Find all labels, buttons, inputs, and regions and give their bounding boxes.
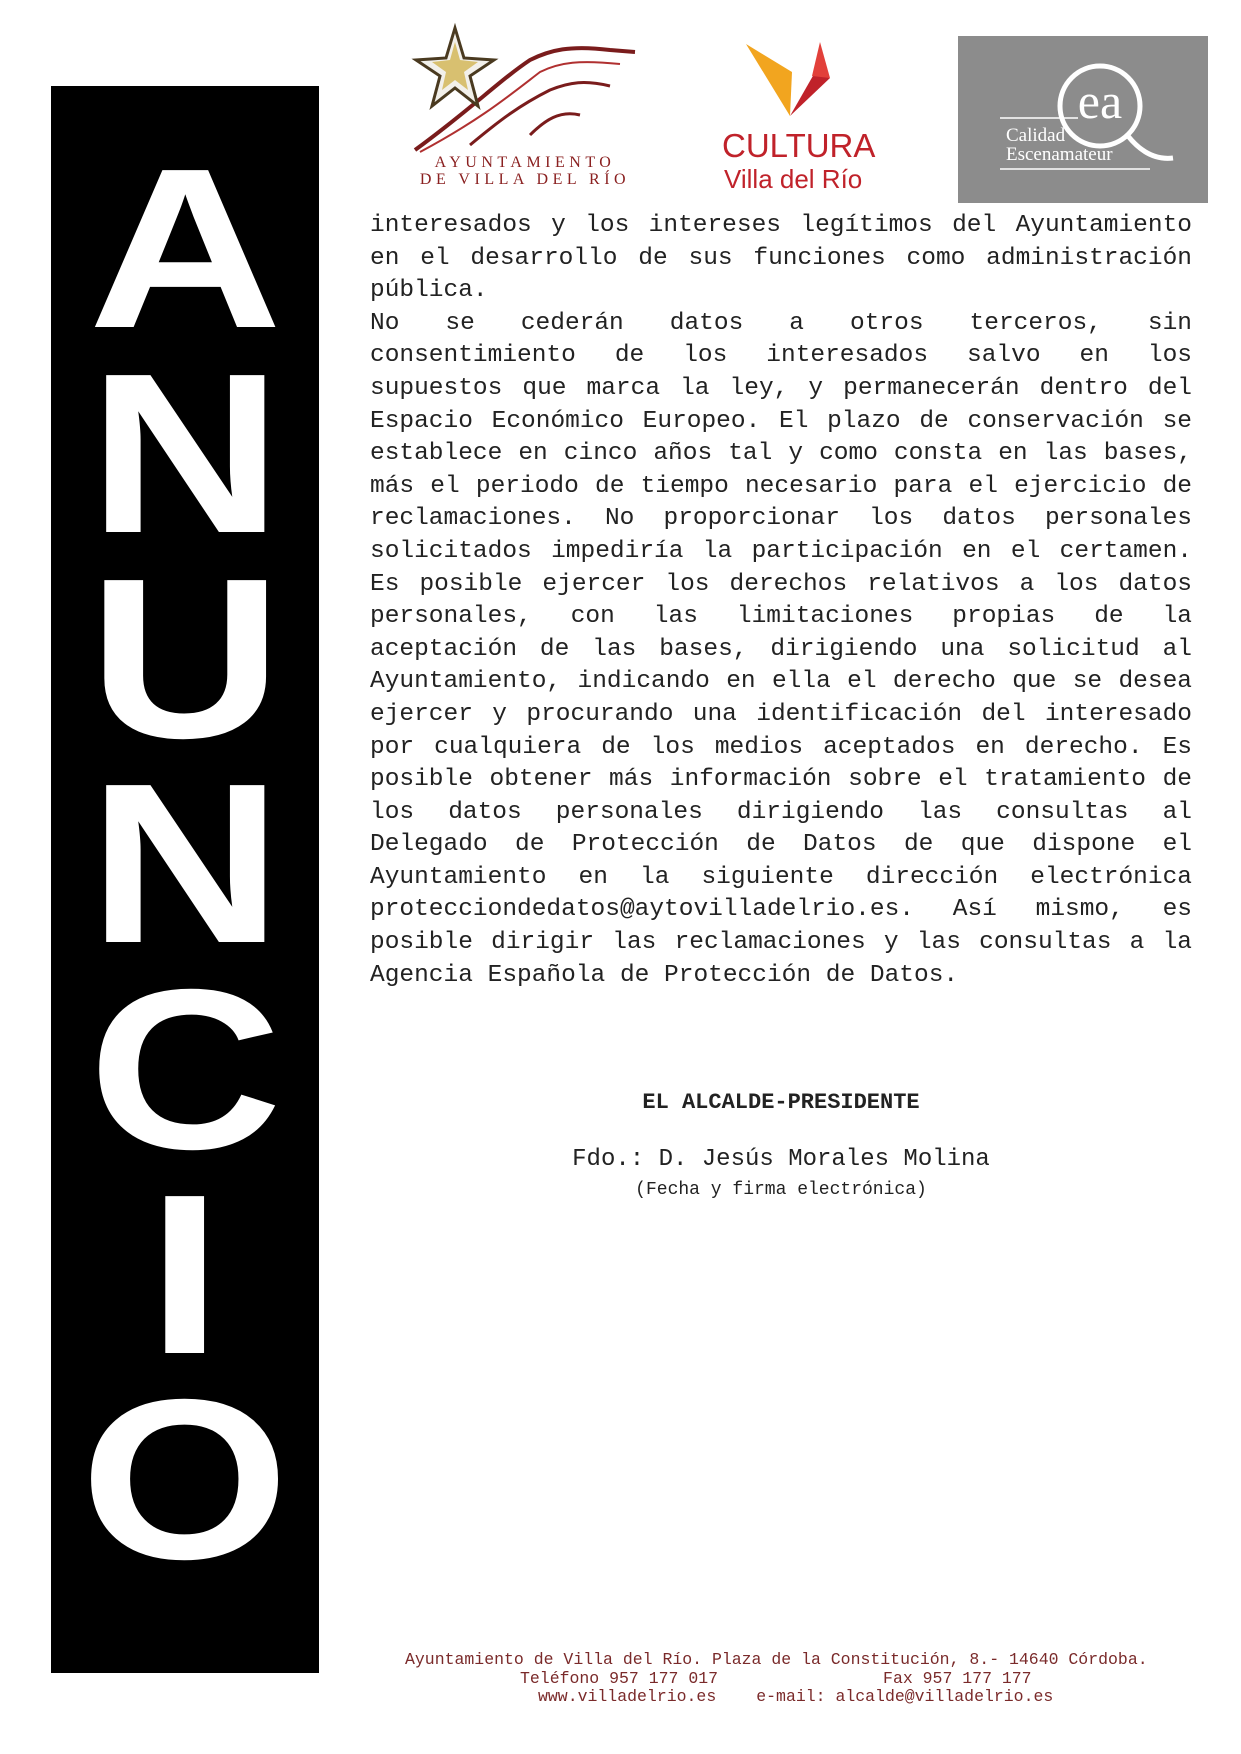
- paragraph-2: No se cederán datos a otros terceros, sin consentimiento de los interesados salvo en los supuestos que marca la ley, y permanecerán dentro del Espacio Económico Europeo. El plazo de conservación se establece en cinco años tal y como consta en las bases, más el periodo de tiempo necesario para el ejercicio de reclamaciones. No proporcionar los datos personales solicitados impediría la participación en el certamen. Es posible ejercer los derechos relativos a los datos personales, con las limitaciones propias de la aceptación de las bases, dirigiendo una solicitud al Ayuntamiento, indicando en ella el derecho que se desea ejercer y procurando una identificación del interesado por cualquiera de los medios aceptados en derecho. Es posible obtener más información sobre el tratamiento de los datos personales dirigiendo las consultas al Delegado de Protección de Datos de que dispone el Ayuntamiento en la siguiente dirección electrónica protecciondedatos@aytovilladelrio.es. Así mismo, es posible dirigir las reclamaciones y las consultas a la Agencia Española de Protección de Datos.: [370, 309, 1192, 989]
- footer: [360, 1651, 1200, 1707]
- footer-fax: Fax 957 177 177: [883, 1668, 1032, 1688]
- banner-letter: N: [87, 737, 283, 992]
- paragraph-1: interesados y los intereses legítimos del Ayuntamiento en el desarrollo de sus funciones como administración pública.: [370, 212, 1192, 305]
- cultura-subtitle: Villa del Río: [724, 164, 863, 194]
- banner-letter: A: [87, 121, 283, 376]
- ea-seal-icon: [958, 36, 1208, 203]
- body-text: [370, 210, 1192, 992]
- footer-contact-line: [360, 1670, 1200, 1689]
- calidad-escenamateur-logo: [958, 36, 1208, 203]
- banner-letter: N: [87, 326, 283, 581]
- signature-name: Fdo.: D. Jesús Morales Molina: [572, 1146, 990, 1173]
- banner-letter: O: [80, 1353, 290, 1608]
- cultura-bird-icon: [722, 38, 892, 128]
- calidad-line1: Calidad: [1006, 125, 1066, 146]
- footer-phone: Teléfono 957 177 017: [520, 1668, 719, 1688]
- anuncio-banner: [51, 86, 319, 1673]
- cultura-logo: [722, 38, 892, 198]
- footer-address: Ayuntamiento de Villa del Río. Plaza de la Constitución, 8.- 14640 Córdoba.: [405, 1650, 1148, 1669]
- ayuntamiento-logo-line2: DE VILLA DEL RÍO: [419, 171, 631, 188]
- banner-letter: U: [87, 532, 283, 787]
- svg-text:ea: ea: [1077, 73, 1123, 129]
- footer-web-line: [360, 1688, 1200, 1707]
- banner-letter: I: [147, 1148, 223, 1403]
- ayuntamiento-logo: [410, 20, 640, 195]
- ayuntamiento-logo-line1: AYUNTAMIENTO: [434, 154, 616, 171]
- signature-note: (Fecha y firma electrónica): [635, 1180, 927, 1200]
- ayuntamiento-emblem-icon: [410, 20, 640, 160]
- cultura-title: CULTURA: [722, 127, 876, 164]
- banner-letter: C: [87, 942, 283, 1197]
- footer-email: e-mail: alcalde@villadelrio.es: [756, 1687, 1054, 1706]
- calidad-line2: Escenamateur: [1006, 144, 1113, 165]
- signature-title: EL ALCALDE-PRESIDENTE: [642, 1090, 920, 1115]
- footer-web: www.villadelrio.es: [538, 1687, 717, 1706]
